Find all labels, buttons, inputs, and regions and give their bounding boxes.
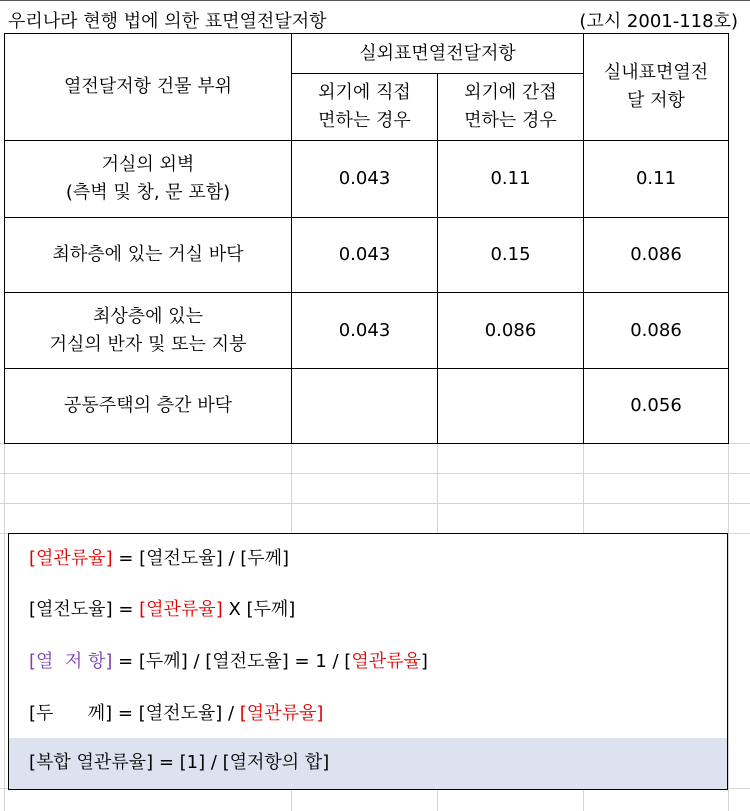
cell-indoor[interactable]: 0.056 (584, 369, 729, 444)
header-outdoor[interactable]: 실외표면열전달저항 (292, 34, 584, 74)
notice-number: (고시 2001-118호) (579, 11, 738, 32)
title-row[interactable] (0, 0, 750, 34)
table-row (5, 141, 729, 218)
cell-indirect[interactable]: 0.11 (438, 141, 584, 218)
formula-box (8, 533, 728, 790)
header-direct[interactable]: 외기에 직접 면하는 경우 (292, 74, 438, 141)
cell-indirect[interactable] (438, 369, 584, 444)
cell-direct[interactable]: 0.043 (292, 141, 438, 218)
formula-thermal-resistance[interactable]: [열 저 항] = [두께] / [열전도율] = 1 / [열관류율] (29, 651, 428, 672)
cell-direct[interactable] (292, 369, 438, 444)
formula-thermal-conductivity[interactable]: [열전도율] = [열관류율] X [두께] (29, 599, 296, 620)
heat-transfer-table (4, 33, 729, 444)
cell-part[interactable]: 거실의 외벽 (측벽 및 창, 문 포함) (5, 141, 292, 218)
cell-direct[interactable]: 0.043 (292, 218, 438, 293)
cell-part[interactable]: 공동주택의 층간 바닥 (5, 369, 292, 444)
table-row (5, 369, 729, 444)
header-indoor[interactable]: 실내표면열전 달 저항 (584, 34, 729, 141)
cell-direct[interactable]: 0.043 (292, 293, 438, 369)
cell-part[interactable]: 최하층에 있는 거실 바닥 (5, 218, 292, 293)
header-indirect[interactable]: 외기에 간접 면하는 경우 (438, 74, 584, 141)
cell-indoor[interactable]: 0.11 (584, 141, 729, 218)
formula-thermal-transmittance[interactable]: [열관류율] = [열전도율] / [두께] (29, 548, 290, 569)
cell-indoor[interactable]: 0.086 (584, 293, 729, 369)
formula-composite-transmittance[interactable]: [복합 열관류율] = [1] / [열저항의 합] (9, 738, 727, 789)
sheet-title: 우리나라 현행 법에 의한 표면열전달저항 (8, 11, 327, 32)
cell-indirect[interactable]: 0.086 (438, 293, 584, 369)
table-row (5, 218, 729, 293)
header-part[interactable]: 열전달저항 건물 부위 (5, 34, 292, 141)
formula-thickness[interactable]: [두 께] = [열전도율] / [열관류율] (29, 703, 324, 724)
cell-indoor[interactable]: 0.086 (584, 218, 729, 293)
cell-indirect[interactable]: 0.15 (438, 218, 584, 293)
cell-part[interactable]: 최상층에 있는 거실의 반자 및 또는 지붕 (5, 293, 292, 369)
table-row (5, 293, 729, 369)
